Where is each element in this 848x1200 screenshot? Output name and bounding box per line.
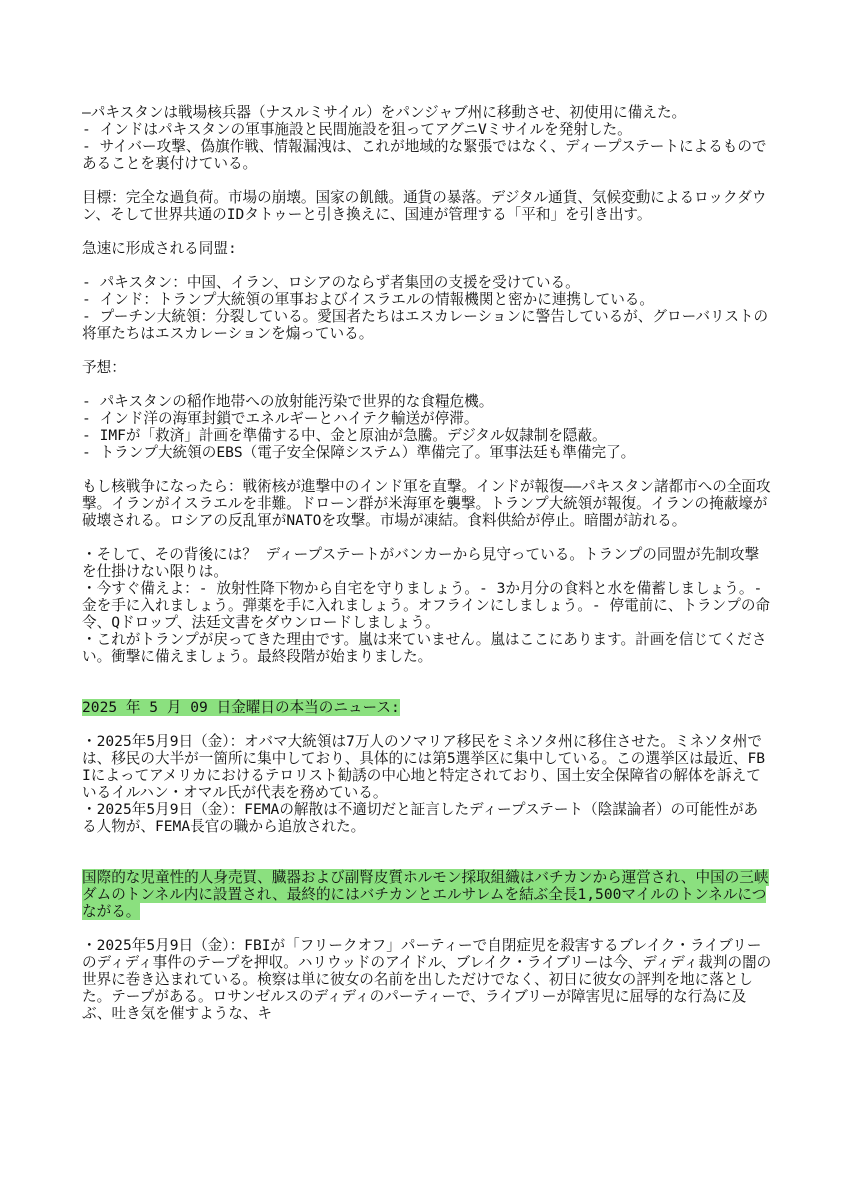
alliance-item: - インド：トランプ大統領の軍事およびイスラエルの情報機関と密かに連携している。 (82, 291, 654, 308)
news-item: ・2025年5月9日（金）：FEMAの解散は不適切だと証言したディープステート（陰謀論者）の可能性がある人物が、FEMA長官の職から追放された。 (82, 801, 759, 835)
document-page (82, 104, 772, 1039)
closing-item: ・今すぐ備えよ：- 放射性降下物から自宅を守りましょう。- 3か月分の食料と水を備蓄しましょう。- 金を手に入れましょう。弾薬を手に入れましょう。オフラインにしましょう。- 停電前に、トランプの命令、Qドロップ、法廷文書をダウンロードしましょう。 (82, 580, 772, 631)
alliance-heading-block (82, 240, 772, 257)
forecast-item: - パキスタンの稲作地帯への放射能汚染で世界的な食糧危機。 (82, 393, 494, 410)
alliance-heading: 急速に形成される同盟: (82, 240, 237, 257)
goal-section (82, 189, 772, 223)
forecast-item: - IMFが「救済」計画を準備する中、金と原油が急騰。デジタル奴隷制を隠蔽。 (82, 427, 607, 444)
intro-section (82, 104, 772, 172)
alliance-list (82, 274, 772, 342)
closing-section (82, 546, 772, 665)
forecast-heading: 予想： (82, 359, 126, 376)
final-paragraph: ・2025年5月9日（金）：FBIが「フリークオフ」パーティーで自閉症児を殺害するブレイク・ライブリーのディディ事件のテープを押収。ハリウッドのアイドル、ブレイク・ライブリーは今、ディディ裁判の闇の世界に巻き込まれている。検察は単に彼女の名前を出しただけでなく、初日に彼女の評判を地に落とした。テープがある。ロサンゼルスのディディのパーティーで、ライブリーが障害児に屈辱的な行為に及ぶ、吐き気を催すような、キ (82, 937, 772, 1022)
closing-item: ・そして、その背後には？ ディープステートがバンカーから見守っている。トランプの同盟が先制攻撃を仕掛けない限りは。 (82, 546, 760, 580)
news-heading: 2025 年 5 月 09 日金曜日の本当のニュース: (82, 699, 400, 716)
forecast-item: - トランプ大統領のEBS（電子安全保障システム）準備完了。軍事法廷も準備完了。 (82, 444, 636, 461)
news-heading-block (82, 699, 772, 716)
nuclear-section (82, 478, 772, 529)
intro-bullet: - インドはパキスタンの軍事施設と民間施設を狙ってアグニVミサイルを発射した。 (82, 121, 632, 138)
forecast-list (82, 393, 772, 461)
news-item: ・2025年5月9日（金）：オバマ大統領は7万人のソマリア移民をミネソタ州に移住させた。ミネソタ州では、移民の大半が一箇所に集中しており、具体的には第5選挙区に集中している。この選挙区は最近、FBIによってアメリカにおけるテロリスト勧誘の中心地と特定されており、国土安全保障省の解体を訴えているイルハン・オマル氏が代表を務めている。 (82, 733, 766, 801)
intro-bullet: - サイバー攻撃、偽旗作戦、情報漏洩は、これが地域的な緊張ではなく、ディープステートによるものであることを裏付けている。 (82, 138, 767, 172)
nuclear-paragraph: もし核戦争になったら：戦術核が進撃中のインド軍を直撃。インドが報復――パキスタン諸都市への全面攻撃。イランがイスラエルを非難。ドローン群が米海軍を襲撃。トランプ大統領が報復。イランの掩蔽壕が破壊される。ロシアの反乱軍がNATOを攻撃。市場が凍結。食料供給が停止。暗闇が訪れる。 (82, 478, 771, 529)
forecast-heading-block (82, 359, 772, 376)
final-section (82, 937, 772, 1022)
highlight-section (82, 869, 772, 920)
alliance-item: - パキスタン：中国、イラン、ロシアのならず者集団の支援を受けている。 (82, 274, 580, 291)
highlighted-paragraph: 国際的な児童性的人身売買、臓器および副腎皮質ホルモン採取組織はバチカンから運営され、中国の三峡ダムのトンネル内に設置され、最終的にはバチカンとエルサレムを結ぶ全長1,500マイルのトンネルにつながる。 (82, 869, 769, 920)
alliance-item: - プーチン大統領：分裂している。愛国者たちはエスカレーションに警告しているが、グローバリストの将軍たちはエスカレーションを煽っている。 (82, 308, 769, 342)
forecast-item: - インド洋の海軍封鎖でエネルギーとハイテク輸送が停滞。 (82, 410, 479, 427)
news-list (82, 733, 772, 835)
goal-paragraph: 目標：完全な過負荷。市場の崩壊。国家の飢餓。通貨の暴落。デジタル通貨、気候変動によるロックダウン、そして世界共通のIDタトゥーと引き換えに、国連が管理する「平和」を引き出す。 (82, 189, 767, 223)
closing-item: ・これがトランプが戻ってきた理由です。嵐は来ていません。嵐はここにあります。計画を信じてください。衝撃に備えましょう。最終段階が始まりました。 (82, 631, 767, 665)
intro-bullet: –パキスタンは戦場核兵器（ナスルミサイル）をパンジャブ州に移動させ、初使用に備えた。 (82, 104, 687, 121)
